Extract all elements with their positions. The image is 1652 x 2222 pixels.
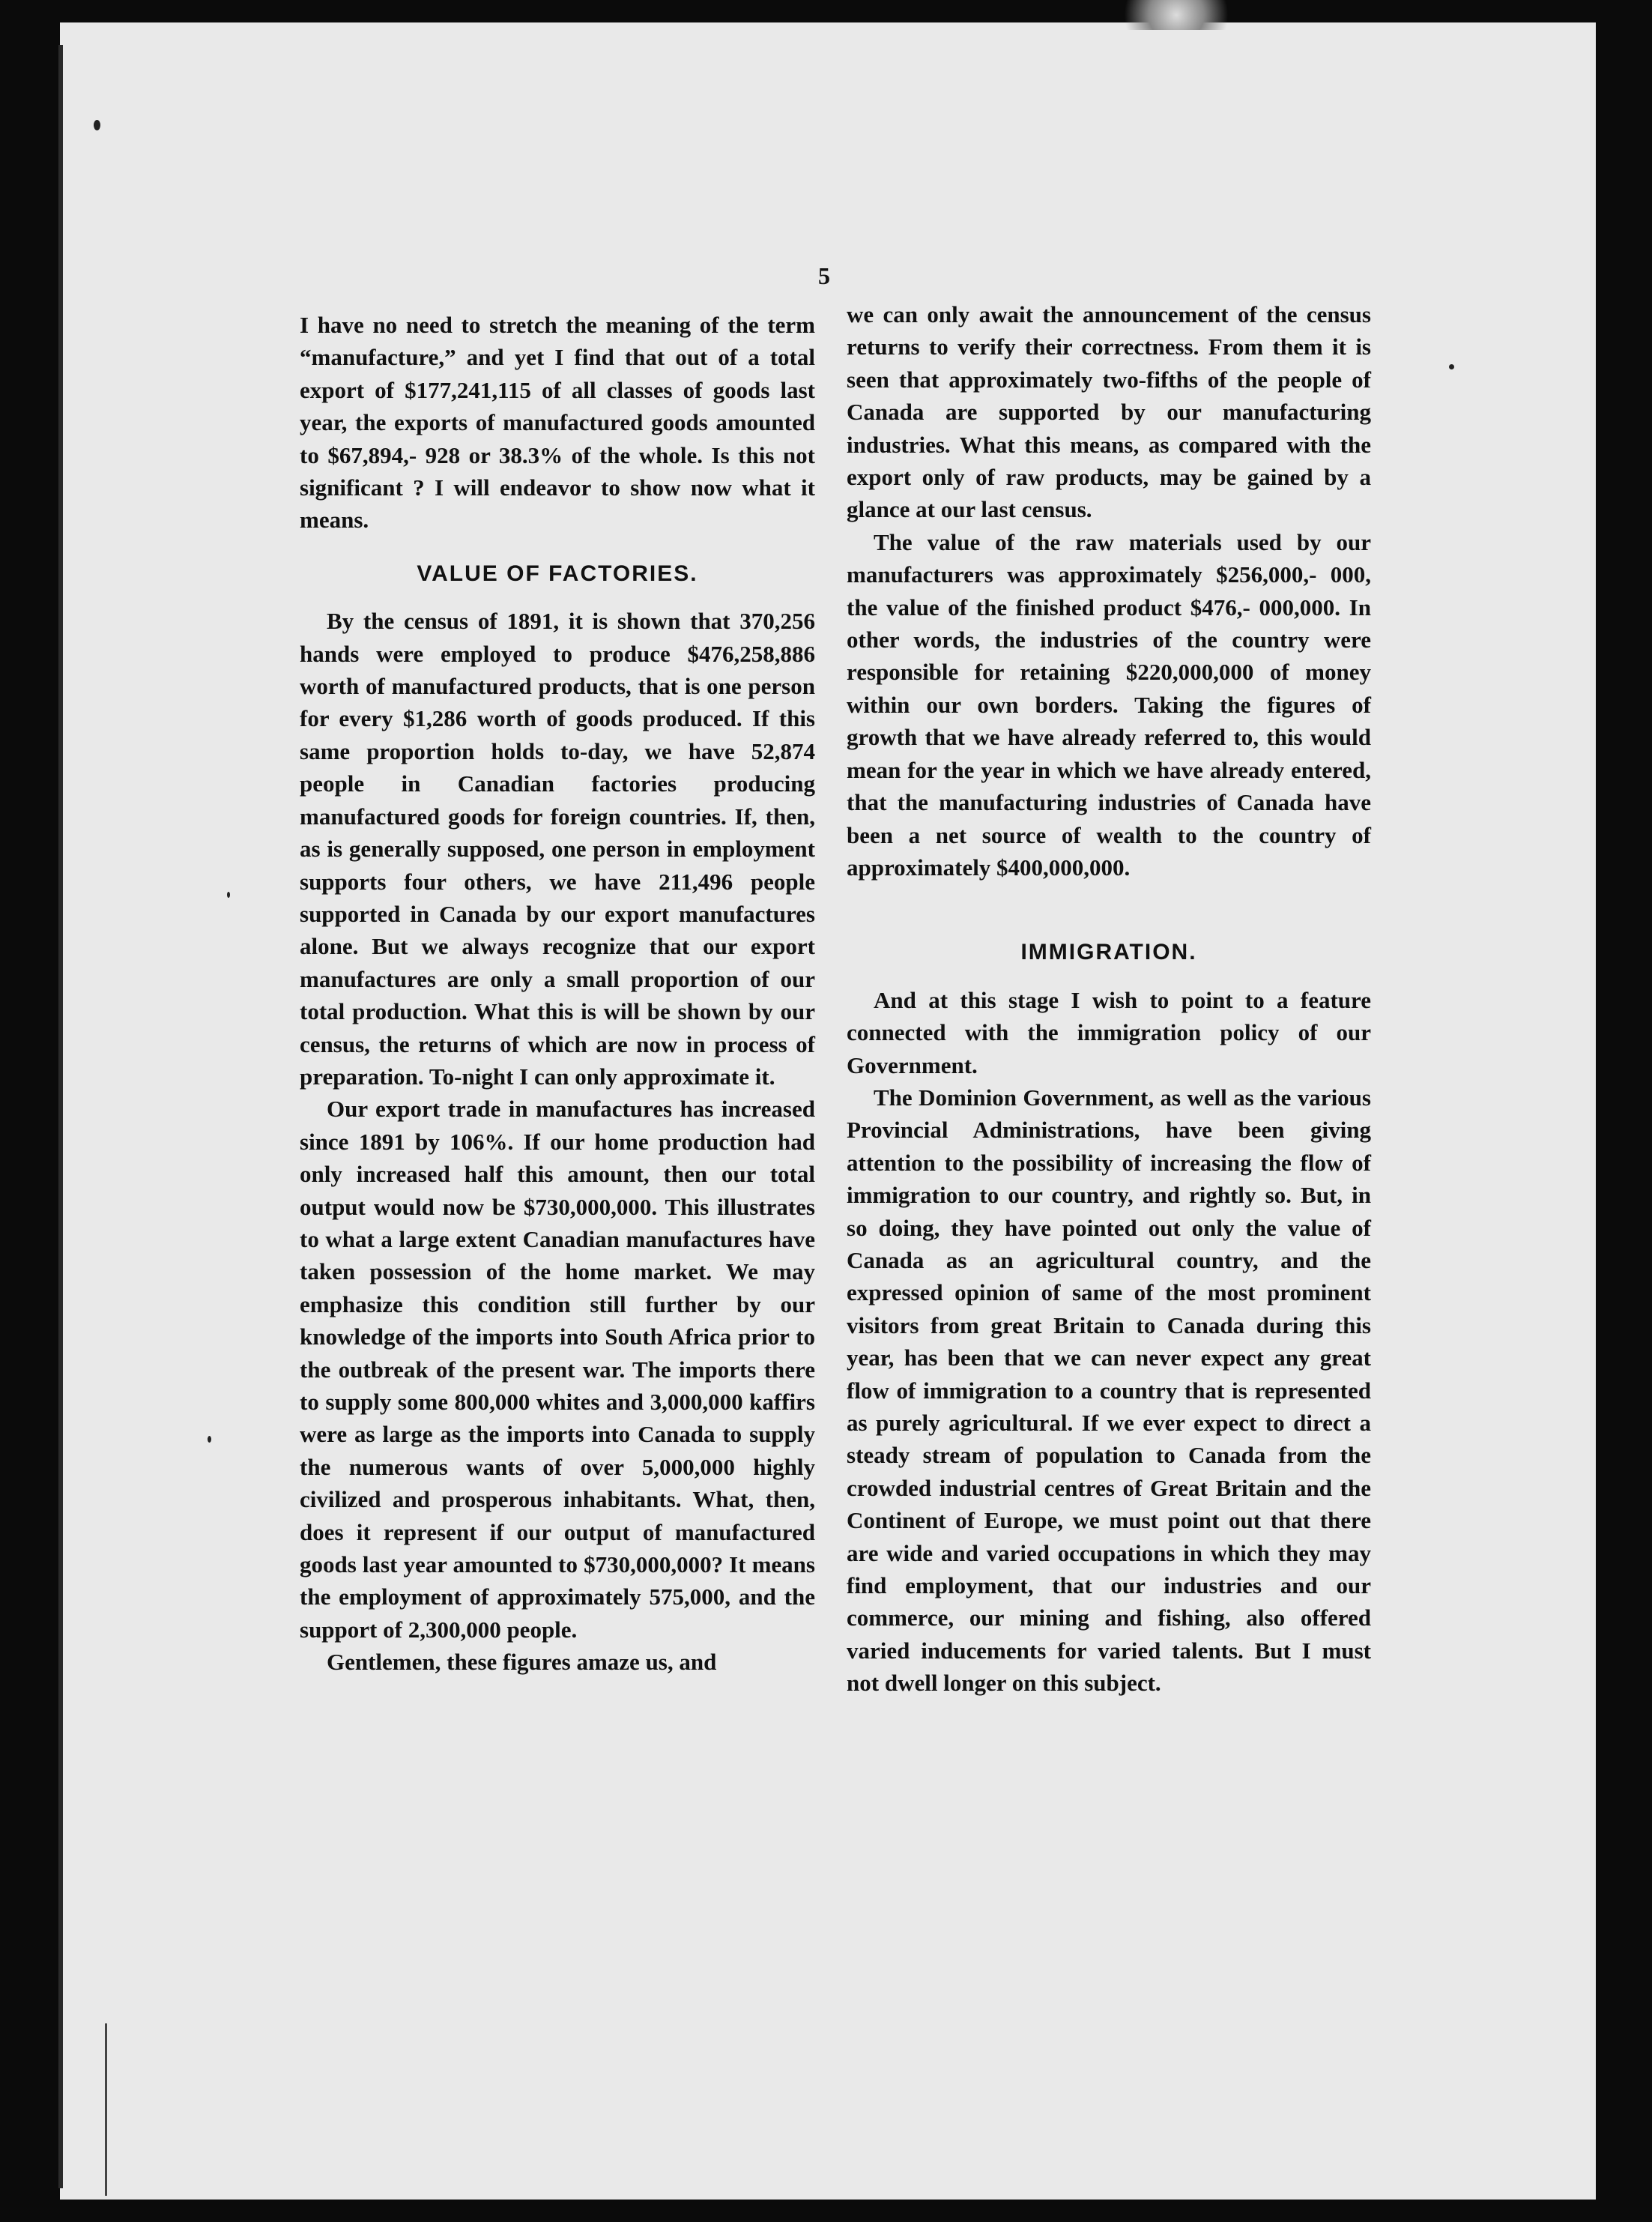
binding-edge — [58, 45, 63, 2188]
section-gap — [847, 884, 1371, 915]
paragraph: Gentlemen, these figures amaze us, and — [327, 1649, 717, 1676]
page-number: 5 — [818, 262, 830, 289]
section-heading-immigration: IMMIGRATION. — [1020, 940, 1197, 965]
scan-smudge — [1109, 0, 1244, 30]
section-heading-value-of-factories: VALUE OF FACTORIES. — [417, 561, 698, 586]
paragraph: we can only await the announcement of the census returns to verify their correctness. From them it is seen that approximately two-fifths of the people of Canada are supported by our manufacturing industries. What this means, as compared with the export only of raw products, may be gained by a glance at our last census. — [847, 301, 1371, 523]
speck — [94, 120, 100, 130]
speck — [227, 892, 230, 898]
paragraph: I have no need to stretch the meaning of the term “manufacture,” and yet I find that out of a total export of $177,241,115 of all classes of goods last year, the exports of manufactured goods amounted to $67,894,- 928 or 38.3% of the whole. Is this not significant ? I will endeavor to show now what it means. — [300, 312, 815, 534]
speck — [208, 1436, 211, 1443]
binding-edge-lower — [105, 2023, 107, 2196]
paragraph: By the census of 1891, it is shown that 370,256 hands were employed to produce $476,258,886 worth of manufactured products, that is one person for every $1,286 worth of goods produced. If this same proportion holds to-day, we have 52,874 people in Canadian factories producing manufactured goods for foreign countries. If, then, as is generally supposed, one person in employment supports four others, we have 211,496 people supported in Canada by our export manufactures alone. But we always recognize that our export manufactures are only a small proportion of our total production. What this is will be shown by our census, the returns of which are now in process of preparation. To-night I can only approximate it. — [300, 608, 815, 1090]
paragraph: Our export trade in manufactures has increased since 1891 by 106%. If our home production had only increased half this amount, then our total output would now be $730,000,000. This illustrates to what a large extent Canadian manufactures have taken possession of the home market. We may emphasize this condition still further by our knowledge of the imports into South Africa prior to the outbreak of the present war. The imports there to supply some 800,000 whites and 3,000,000 kaffirs were as large as the imports into Canada to supply the numerous wants of over 5,000,000 highly civilized and prosperous inhabitants. What, then, does it represent if our output of manufactured goods last year amounted to $730,000,000? It means the employment of approximately 575,000, and the support of 2,300,000 people. — [300, 1096, 815, 1643]
speck — [1449, 364, 1454, 369]
right-column — [847, 298, 1371, 1700]
paragraph: The value of the raw materials used by our manufacturers was approximately $256,000,- 000, the value of the finished product $476,- 000,000. In other words, the industries of the country were responsible for retaining $220,000,000 of money within our own borders. Taking the figures of growth that we have already referred to, this would mean for the year in which we have already entered, that the manufacturing industries of Canada have been a net source of wealth to the country of approximately $400,000,000. — [847, 528, 1371, 881]
paragraph: The Dominion Government, as well as the various Provincial Administrations, have been giving attention to the possibility of increasing the flow of immigration to our country, and rightly so. But, in so doing, they have pointed out only the value of Canada as an agricultural country, and the expressed opinion of same of the most prominent visitors from great Britain to Canada during this year, has been that we can never expect any great flow of immigration to a country that is represented as purely agricultural. If we ever expect to direct a steady stream of population to Canada from the crowded industrial centres of Great Britain and the Continent of Europe, we must point out that there are wide and varied occupations in which they may find employment, that our industries and our commerce, our mining and fishing, also offered varied inducements for varied talents. But I must not dwell longer on this subject. — [847, 1084, 1371, 1697]
paragraph: And at this stage I wish to point to a feature connected with the immigration policy of our Government. — [847, 986, 1371, 1078]
left-column — [300, 309, 815, 1679]
